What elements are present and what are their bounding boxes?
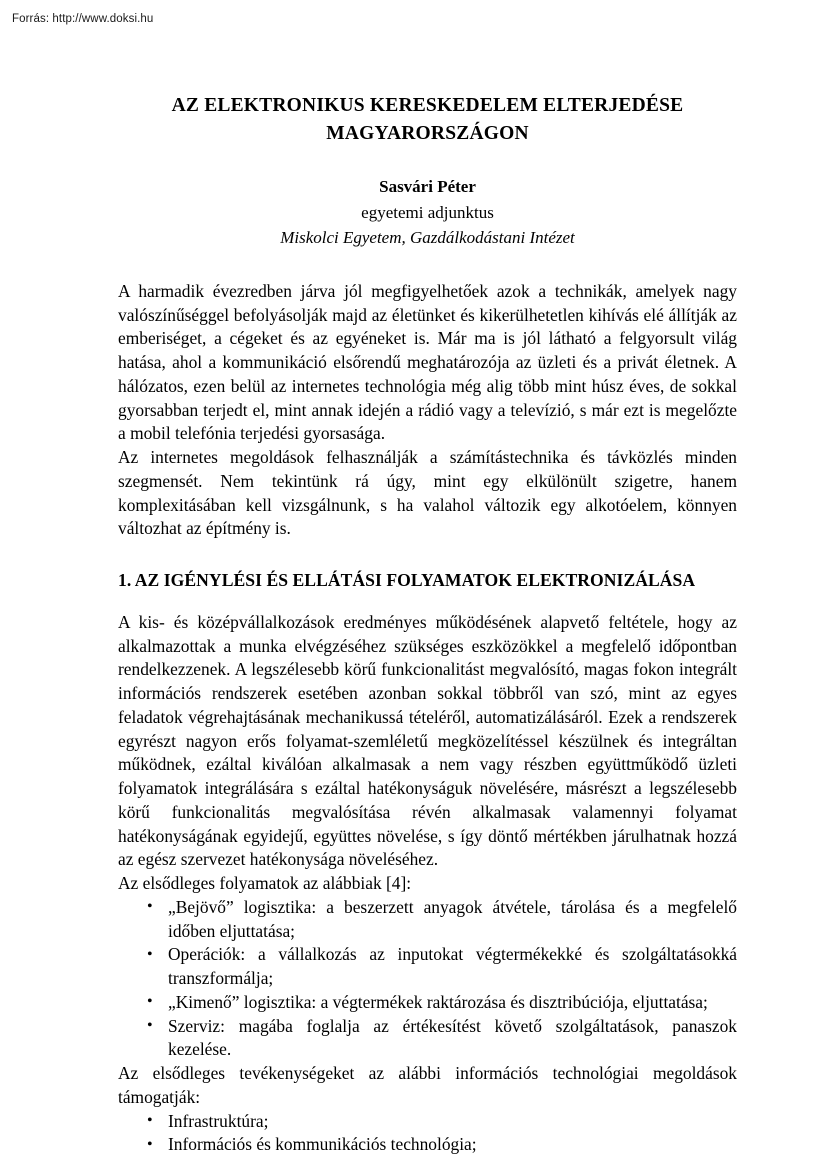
section1-paragraph-1: A kis- és középvállalkozások eredményes működésének alapvető feltétele, hogy az alkalmazottak a munka elvégzéséhez szükséges eszközökkel a megfelelő időpontban rendelkezzenek. A legszélesebb körű funkcionalitást megvalósító, magas fokon integrált információs rendszerek esetében azonban sokkal többről van szó, mint az egyes feladatok végrehajtásának mechanikussá tételéről, automatizálásáról. Ezek a rendszerek egyrészt nagyon erős folyamat-szemléletű megközelítéssel készülnek és integráltan működnek, ezáltal kiválóan alkalmasak a nem vagy részben együttműködő üzleti folyamatok integrálására s ezáltal hatékonyságuk növelésére, másrészt a legszélesebb körű funkcionalitás megvalósítása révén alkalmasak valamennyi folyamat hatékonyságának egyidejű, együttes növelése, s így döntő mértékben járulhatnak hozzá az egész szervezet hatékonysága növeléséhez. [118, 611, 737, 870]
source-url-header: Forrás: http://www.doksi.hu [12, 13, 154, 25]
list-item: • „Bejövő” logisztika: a beszerzett anyagok átvétele, tárolása és a megfelelő időben eljuttatása; [118, 896, 737, 944]
title-block [118, 92, 737, 147]
section-heading-1: 1. AZ IGÉNYLÉSI ÉS ELLÁTÁSI FOLYAMATOK ELEKTRONIZÁLÁSA [118, 570, 696, 591]
page-title-line-2: MAGYARORSZÁGON [326, 122, 529, 144]
list-item: • Szerviz: magába foglalja az értékesítést követő szolgáltatások, panaszok kezelése. [118, 1015, 737, 1063]
author-role: egyetemi adjunktus [361, 202, 494, 222]
list-item: • Operációk: a vállalkozás az inputokat végtermékekké és szolgáltatásokká transzformálja; [118, 943, 737, 991]
document-body [118, 280, 737, 1157]
document-page [118, 0, 737, 1157]
page-title-line-1: AZ ELEKTRONIKUS KERESKEDELEM ELTERJEDÉSE [171, 95, 684, 116]
list-item: • Információs és kommunikációs technológia; [118, 1133, 737, 1157]
author-block [118, 174, 737, 251]
it-solutions-intro: Az elsődleges tevékenységeket az alábbi információs technológiai megoldások támogatják: [118, 1063, 737, 1107]
intro-paragraph-2: Az internetes megoldások felhasználják a számítástechnika és távközlés minden szegmensét. Nem tekintünk rá úgy, mint egy elkülönült szigetre, hanem komplexitásában kell vizsgálnunk, s ha valahol változik egy alkotóelem, könnyen változhat az építmény is. [118, 447, 737, 539]
it-solutions-list [118, 1110, 737, 1158]
list-item: • „Kimenő” logisztika: a végtermékek raktározása és disztribúciója, eljuttatása; [118, 991, 737, 1015]
page-title [118, 92, 737, 147]
author-name: Sasvári Péter [379, 177, 476, 197]
list-item: • Infrastruktúra; [118, 1110, 737, 1134]
primary-processes-list [118, 896, 737, 1062]
author-affiliation: Miskolci Egyetem, Gazdálkodástani Intézet [280, 228, 575, 248]
intro-paragraph-1: A harmadik évezredben járva jól megfigyelhetőek azok a technikák, amelyek nagy valószínűséggel befolyásolják majd az életünket és kikerülhetetlen kihívás elé állítják az emberiséget, a cégeket és az egyéneket is. Már ma is jól látható a felgyorsult világ hatása, ahol a kommunikáció elsőrendű meghatározója az üzleti és a privát életnek. A hálózatos, ezen belül az internetes technológia még alig több mint húsz éves, de sokkal gyorsabban terjedt el, mint annak idején a rádió vagy a televízió, s már ezt is megelőzte a mobil telefónia terjedési gyorsasága. [118, 280, 737, 444]
primary-processes-intro: Az elsődleges folyamatok az alábbiak [4]: [118, 873, 412, 894]
